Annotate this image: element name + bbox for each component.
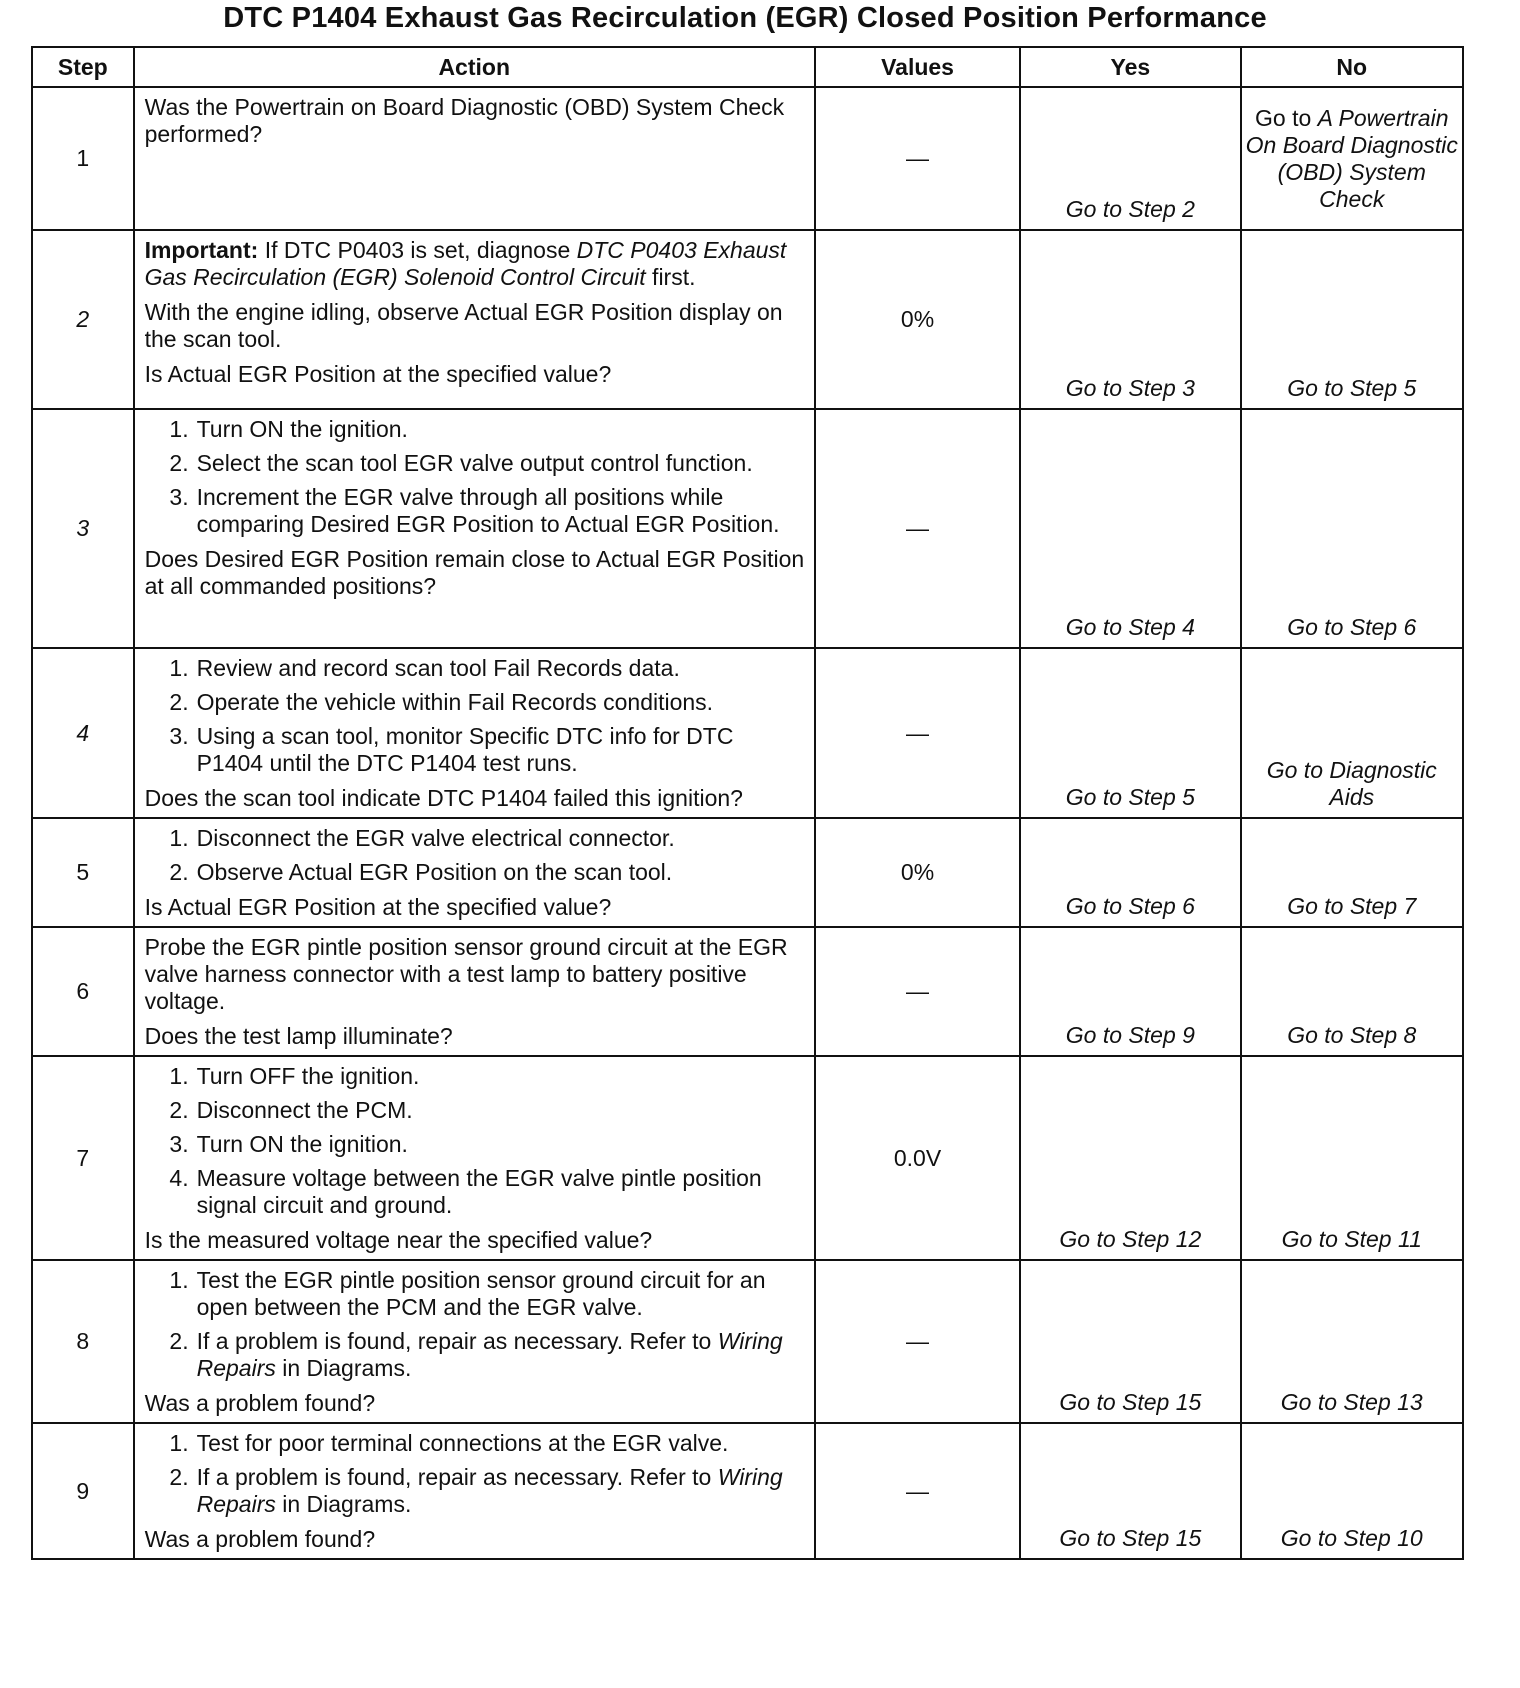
action-question: Does the test lamp illuminate? bbox=[144, 1023, 453, 1049]
value-cell: — bbox=[815, 927, 1020, 1056]
list-item: 1. Test for poor terminal connections at the EGR valve. bbox=[169, 1430, 729, 1456]
header-no: No bbox=[1241, 47, 1463, 87]
table-row bbox=[32, 1056, 1463, 1260]
diagnostic-table bbox=[31, 46, 1464, 1560]
no-link[interactable]: Go to Step 13 bbox=[1241, 1260, 1463, 1423]
list-item: 3. Using a scan tool, monitor Specific DTC info for DTC P1404 until the DTC P1404 test runs. bbox=[169, 723, 734, 776]
action-cell bbox=[134, 230, 815, 409]
header-step: Step bbox=[32, 47, 134, 87]
action-cell bbox=[134, 409, 815, 648]
list-item: 4. Measure voltage between the EGR valve pintle position signal circuit and ground. bbox=[169, 1165, 762, 1218]
yes-link[interactable]: Go to Step 9 bbox=[1020, 927, 1240, 1056]
no-link[interactable]: Go to Diagnostic Aids bbox=[1241, 648, 1463, 818]
yes-link[interactable]: Go to Step 4 bbox=[1020, 409, 1240, 648]
list-item: 1. Review and record scan tool Fail Records data. bbox=[169, 655, 680, 681]
important-reference-link[interactable]: DTC P0403 Exhaust Gas Recirculation (EGR) Solenoid Control Circuit bbox=[144, 237, 787, 290]
header-row bbox=[32, 47, 1463, 87]
yes-link[interactable]: Go to Step 15 bbox=[1020, 1260, 1240, 1423]
list-item: 1. Turn ON the ignition. bbox=[169, 416, 408, 442]
no-link[interactable]: Go to Step 10 bbox=[1241, 1423, 1463, 1559]
yes-link[interactable]: Go to Step 12 bbox=[1020, 1056, 1240, 1260]
value-cell: — bbox=[815, 1423, 1020, 1559]
step-number: 7 bbox=[32, 1056, 134, 1260]
yes-link[interactable]: Go to Step 6 bbox=[1020, 818, 1240, 927]
action-text: Was the Powertrain on Board Diagnostic (OBD) System Check performed? bbox=[144, 94, 785, 147]
list-item: 2. Operate the vehicle within Fail Records conditions. bbox=[169, 689, 714, 715]
action-list bbox=[145, 416, 806, 538]
value-cell: 0.0V bbox=[815, 1056, 1020, 1260]
action-list bbox=[145, 1430, 806, 1518]
action-list bbox=[145, 1063, 806, 1219]
list-item: 2. Disconnect the PCM. bbox=[169, 1097, 413, 1123]
action-cell bbox=[134, 1260, 815, 1423]
list-item: 2. Observe Actual EGR Position on the scan tool. bbox=[169, 859, 673, 885]
table-row bbox=[32, 230, 1463, 409]
header-values: Values bbox=[815, 47, 1020, 87]
value-cell: — bbox=[815, 87, 1020, 230]
action-cell bbox=[134, 818, 815, 927]
no-link[interactable]: Go to Step 11 bbox=[1241, 1056, 1463, 1260]
important-text-end: first. bbox=[645, 264, 696, 290]
table-row bbox=[32, 927, 1463, 1056]
action-question: Is Actual EGR Position at the specified value? bbox=[144, 894, 612, 920]
list-item: 1. Disconnect the EGR valve electrical connector. bbox=[169, 825, 675, 851]
step-number: 1 bbox=[32, 87, 134, 230]
step-number: 2 bbox=[32, 230, 134, 409]
no-link[interactable]: Go to Step 6 bbox=[1241, 409, 1463, 648]
no-link[interactable]: Go to Step 7 bbox=[1241, 818, 1463, 927]
yes-link[interactable]: Go to Step 5 bbox=[1020, 648, 1240, 818]
action-cell bbox=[134, 648, 815, 818]
action-list bbox=[145, 825, 806, 886]
important-label: Important: bbox=[144, 237, 259, 263]
action-list bbox=[145, 655, 806, 777]
action-cell bbox=[134, 87, 815, 230]
table-row bbox=[32, 87, 1463, 230]
value-cell: — bbox=[815, 648, 1020, 818]
table-row bbox=[32, 1260, 1463, 1423]
yes-link[interactable]: Go to Step 3 bbox=[1020, 230, 1240, 409]
value-cell: — bbox=[815, 409, 1020, 648]
list-item: 2. Select the scan tool EGR valve output control function. bbox=[169, 450, 753, 476]
wiring-repairs-link[interactable]: Wiring Repairs bbox=[196, 1464, 783, 1517]
important-text: If DTC P0403 is set, diagnose bbox=[258, 237, 577, 263]
header-yes: Yes bbox=[1020, 47, 1240, 87]
step-number: 4 bbox=[32, 648, 134, 818]
page-title: DTC P1404 Exhaust Gas Recirculation (EGR) Closed Position Performance bbox=[223, 2, 1267, 34]
no-link-target: A Powertrain On Board Diagnostic (OBD) System Check bbox=[1245, 104, 1458, 212]
list-item: 2. If a problem is found, repair as necessary. Refer to Wiring Repairs in Diagrams. bbox=[169, 1328, 783, 1381]
step-number: 6 bbox=[32, 927, 134, 1056]
list-item: 1. Test the EGR pintle position sensor ground circuit for an open between the PCM and the EGR valve. bbox=[169, 1267, 766, 1320]
no-link[interactable]: Go to Step 8 bbox=[1241, 927, 1463, 1056]
step-number: 9 bbox=[32, 1423, 134, 1559]
step-number: 8 bbox=[32, 1260, 134, 1423]
no-link-prefix: Go to bbox=[1255, 104, 1318, 131]
action-text: Probe the EGR pintle position sensor ground circuit at the EGR valve harness connector with a test lamp to battery positive voltage. bbox=[144, 934, 788, 1014]
action-question: Does the scan tool indicate DTC P1404 failed this ignition? bbox=[144, 785, 743, 811]
yes-link[interactable]: Go to Step 2 bbox=[1020, 87, 1240, 230]
table-row bbox=[32, 1423, 1463, 1559]
header-action: Action bbox=[134, 47, 815, 87]
action-cell bbox=[134, 1056, 815, 1260]
list-item: 3. Increment the EGR valve through all positions while comparing Desired EGR Position to Actual EGR Position. bbox=[169, 484, 780, 537]
important-note bbox=[145, 237, 806, 291]
yes-link[interactable]: Go to Step 15 bbox=[1020, 1423, 1240, 1559]
step-number: 3 bbox=[32, 409, 134, 648]
action-question: Is the measured voltage near the specified value? bbox=[144, 1227, 653, 1253]
action-cell bbox=[134, 927, 815, 1056]
list-item: 2. If a problem is found, repair as necessary. Refer to Wiring Repairs in Diagrams. bbox=[169, 1464, 783, 1517]
step-number: 5 bbox=[32, 818, 134, 927]
value-cell: — bbox=[815, 1260, 1020, 1423]
action-question: Was a problem found? bbox=[144, 1526, 376, 1552]
list-item: 1. Turn OFF the ignition. bbox=[169, 1063, 420, 1089]
table-row bbox=[32, 409, 1463, 648]
value-cell: 0% bbox=[815, 230, 1020, 409]
action-question: Is Actual EGR Position at the specified value? bbox=[144, 361, 612, 387]
value-cell: 0% bbox=[815, 818, 1020, 927]
list-item: 3. Turn ON the ignition. bbox=[169, 1131, 408, 1157]
action-question: Does Desired EGR Position remain close to Actual EGR Position at all commanded positions? bbox=[144, 546, 805, 599]
wiring-repairs-link[interactable]: Wiring Repairs bbox=[196, 1328, 783, 1381]
table-row bbox=[32, 818, 1463, 927]
action-question: Was a problem found? bbox=[144, 1390, 376, 1416]
no-link[interactable] bbox=[1241, 87, 1463, 230]
table-row bbox=[32, 648, 1463, 818]
action-cell bbox=[134, 1423, 815, 1559]
action-list bbox=[145, 1267, 806, 1382]
action-text: With the engine idling, observe Actual EGR Position display on the scan tool. bbox=[144, 299, 783, 352]
no-link[interactable]: Go to Step 5 bbox=[1241, 230, 1463, 409]
